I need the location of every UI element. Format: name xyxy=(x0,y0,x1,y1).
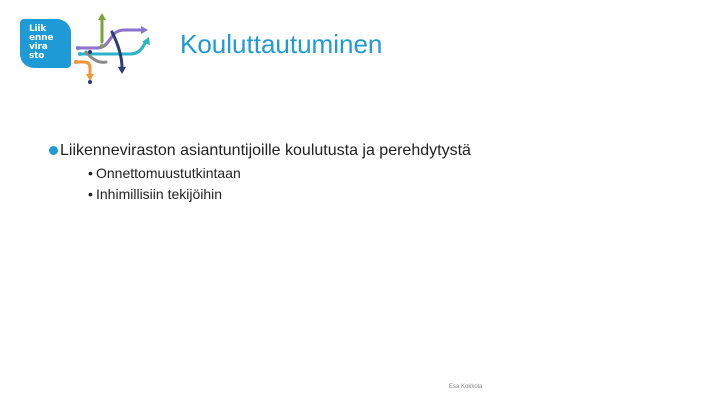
navy-dot xyxy=(88,50,92,54)
teal-dot xyxy=(78,52,82,56)
purple-dot xyxy=(76,46,80,50)
sub-bullet-item: • Inhimillisiin tekijöihin xyxy=(88,184,471,205)
sub-bullet-item: • Onnettomuustutkintaan xyxy=(88,163,471,184)
green-arrow-head xyxy=(98,13,106,20)
slide-title: Kouluttautuminen xyxy=(180,29,383,59)
navy-arrow-path xyxy=(112,32,122,68)
sub-bullet-list xyxy=(60,163,471,205)
bullet-item xyxy=(49,141,471,205)
orange-arrow-head xyxy=(86,74,94,81)
logo-arrows-graphic xyxy=(72,12,164,84)
orange-arrow-path xyxy=(76,62,90,76)
purple-arrow-head xyxy=(141,26,148,34)
purple-arrow-path xyxy=(78,30,142,48)
logo-line: sto xyxy=(29,51,45,61)
logo-line: Liik xyxy=(29,24,47,34)
liikennevirasto-logo xyxy=(20,19,71,68)
orange-dot xyxy=(74,60,78,64)
navy-arrow-head xyxy=(118,67,126,74)
footer-author: Esa Kokkola xyxy=(449,384,483,390)
navy-dot-bottom xyxy=(88,80,92,84)
logo-line: enne xyxy=(29,33,54,43)
bullet-list xyxy=(49,141,471,205)
bullet-dot-icon xyxy=(49,146,58,155)
bullet-text: Liikenneviraston asiantuntijoille koulutusta ja perehdytystä xyxy=(60,142,471,159)
logo-line: vira xyxy=(29,42,48,52)
green-dot xyxy=(100,44,104,48)
